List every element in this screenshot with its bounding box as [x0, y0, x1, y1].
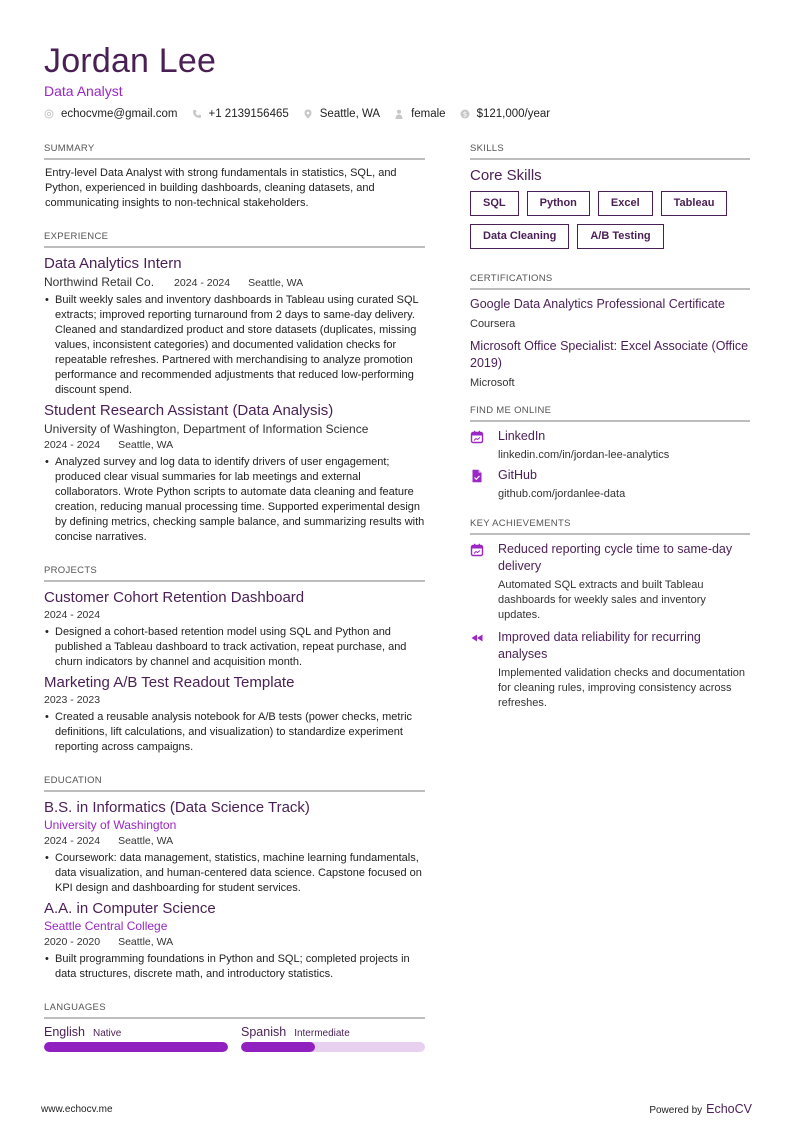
contact-location	[303, 108, 380, 120]
contact-gender-text: female	[411, 108, 446, 120]
degree-title: B.S. in Informatics (Data Science Track)	[44, 799, 310, 816]
svg-text:$: $	[462, 110, 467, 119]
experience-section	[44, 231, 425, 545]
education-date-line	[44, 935, 425, 950]
language-header	[44, 1025, 228, 1039]
job-dates: 2024 - 2024	[174, 277, 231, 289]
language-header	[241, 1025, 425, 1039]
bullet-item: • Created a reusable analysis notebook for A/B tests (power checks, metric definitions, lift calculations, and visualization) to standardize experiment reporting across campaigns.	[44, 710, 425, 755]
resume-header	[44, 40, 764, 120]
online-section	[470, 405, 750, 502]
project-dates: 2024 - 2024	[44, 609, 101, 621]
section-title: SUMMARY	[44, 143, 425, 160]
achievement-body	[498, 629, 750, 711]
summary-text: Entry-level Data Analyst with strong fundamentals in statistics, SQL, and Python, experienced in building dashboards, cleaning datasets, and communicating insights to non-technical stakeholders.	[45, 167, 397, 209]
candidate-role: Data Analyst	[44, 83, 123, 99]
project-entry	[44, 673, 425, 755]
education-date-line	[44, 834, 425, 849]
online-link-body	[498, 428, 750, 463]
job-title: Student Research Assistant (Data Analysis)	[44, 402, 334, 419]
language-proficiency-bar	[241, 1042, 425, 1052]
summary-section	[44, 143, 425, 211]
section-title: EXPERIENCE	[44, 231, 425, 248]
section-title: KEY ACHIEVEMENTS	[470, 518, 750, 535]
section-title: LANGUAGES	[44, 1002, 425, 1019]
education-entry	[44, 899, 425, 982]
experience-entry	[44, 254, 425, 398]
phone-icon	[192, 109, 202, 119]
education-section	[44, 775, 425, 982]
footer-website[interactable]: www.echocv.me	[41, 1104, 113, 1115]
degree-title: A.A. in Computer Science	[44, 900, 216, 917]
contact-phone-text: +1 2139156465	[208, 108, 289, 120]
online-link-github[interactable]	[470, 467, 750, 502]
contact-email-text: echocvme@gmail.com	[61, 108, 178, 120]
language-proficiency-fill	[44, 1042, 228, 1052]
footer-powered-by[interactable]	[649, 1102, 752, 1116]
language-proficiency-bar	[44, 1042, 228, 1052]
at-icon	[44, 109, 54, 119]
candidate-name: Jordan Lee	[44, 42, 217, 80]
bullet-item: • Analyzed survey and log data to identify drivers of user engagement; produced clear visual summaries for lab meetings and external collaborators. Wrote Python scripts to automate data cleaning and feature creation, reducing manual processing time. Supported experimental design by defining metrics, checking sample balance, and summarizing results with concise narratives.	[44, 455, 425, 545]
education-bullets	[44, 851, 425, 896]
language-list	[44, 1025, 425, 1052]
project-title: Marketing A/B Test Readout Template	[44, 674, 295, 691]
brand-name: EchoCV	[706, 1102, 752, 1116]
education-dates: 2024 - 2024	[44, 835, 101, 847]
achievement-description: Implemented validation checks and documentation for cleaning rules, improving consistency across refreshes.	[498, 667, 746, 709]
online-link-url[interactable]: github.com/jordanlee-data	[498, 488, 626, 500]
bullet-item: • Coursework: data management, statistics, machine learning fundamentals, data visualization, and human-centered data science. Capstone focused on KPI design and dashboarding for student services.	[44, 851, 425, 896]
contact-location-text: Seattle, WA	[319, 108, 381, 120]
skill-chips	[470, 191, 750, 257]
location-pin-icon	[303, 109, 313, 119]
language-item	[241, 1025, 425, 1052]
skill-chip: SQL	[470, 191, 519, 216]
right-column	[470, 143, 750, 731]
job-bullets	[44, 455, 425, 545]
projects-section	[44, 565, 425, 755]
certification-item	[470, 296, 750, 332]
skill-chip: A/B Testing	[577, 224, 663, 249]
experience-entry	[44, 401, 425, 545]
online-link-name: GitHub	[498, 468, 537, 482]
document-check-icon	[470, 469, 484, 483]
dollar-icon	[460, 109, 470, 119]
bullet-item: • Built programming foundations in Python and SQL; completed projects in data structures, discrete math, and introductory statistics.	[44, 952, 425, 982]
language-level: Native	[93, 1028, 122, 1039]
language-proficiency-fill	[241, 1042, 315, 1052]
achievement-title: Reduced reporting cycle time to same-day delivery	[498, 542, 733, 573]
job-meta	[44, 274, 425, 291]
achievement-item	[470, 541, 750, 623]
online-link-linkedin[interactable]	[470, 428, 750, 463]
skill-chip: Tableau	[661, 191, 728, 216]
language-level: Intermediate	[294, 1028, 350, 1039]
online-link-url[interactable]: linkedin.com/in/jordan-lee-analytics	[498, 449, 670, 461]
skills-section	[470, 143, 750, 257]
education-location: Seattle, WA	[118, 936, 174, 948]
job-location: Seattle, WA	[248, 277, 304, 289]
school-name: University of Washington	[44, 818, 177, 832]
company-name: University of Washington, Department of Information Science	[44, 422, 369, 436]
contact-email[interactable]	[44, 108, 178, 120]
languages-section	[44, 1002, 425, 1052]
online-link-body	[498, 467, 750, 502]
achievement-title: Improved data reliability for recurring analyses	[498, 630, 701, 661]
job-location: Seattle, WA	[118, 439, 174, 451]
achievement-body	[498, 541, 750, 623]
education-location: Seattle, WA	[118, 835, 174, 847]
bullet-item: • Built weekly sales and inventory dashboards in Tableau using curated SQL extracts; improved reporting turnaround from 2 days to same-day delivery. Cleaned and standardized product and store datasets (duplicates, missing values, inconsistent categories) and documented validation checks for repeatable refreshes. Partnered with merchandising to analyze promotion performance and recommended adjustments that reduced low-performing discount spend.	[44, 293, 425, 398]
certification-name: Microsoft Office Specialist: Excel Associate (Office 2019)	[470, 339, 749, 370]
skill-chip: Excel	[598, 191, 653, 216]
language-name: English	[44, 1025, 85, 1039]
contact-salary	[460, 108, 551, 120]
calendar-chart-icon	[470, 430, 484, 444]
powered-by-label: Powered by	[649, 1105, 703, 1116]
contact-salary-text: $121,000/year	[476, 108, 551, 120]
section-title: PROJECTS	[44, 565, 425, 582]
rewind-icon	[470, 631, 484, 645]
contact-phone[interactable]	[192, 108, 289, 120]
calendar-chart-icon	[470, 543, 484, 557]
section-title: CERTIFICATIONS	[470, 273, 750, 290]
project-title: Customer Cohort Retention Dashboard	[44, 589, 305, 606]
language-name: Spanish	[241, 1025, 287, 1039]
project-dates: 2023 - 2023	[44, 694, 101, 706]
achievements-section	[470, 518, 750, 711]
achievement-description: Automated SQL extracts and built Tableau dashboards for weekly sales and inventory updates.	[498, 579, 706, 621]
section-title: SKILLS	[470, 143, 750, 160]
school-name: Seattle Central College	[44, 919, 168, 933]
education-entry	[44, 798, 425, 896]
skill-chip: Data Cleaning	[470, 224, 569, 249]
job-dates: 2024 - 2024	[44, 439, 101, 451]
certifications-section	[470, 273, 750, 391]
certification-item	[470, 338, 750, 391]
company-name: Northwind Retail Co.	[44, 275, 155, 289]
bullet-item: • Designed a cohort-based retention model using SQL and Python and published a Tableau dashboard to track activation, repeat purchase, and churn indicators by channel and acquisition month.	[44, 625, 425, 670]
contact-row	[44, 108, 764, 120]
job-title: Data Analytics Intern	[44, 255, 182, 272]
person-icon	[394, 109, 404, 119]
project-bullets	[44, 710, 425, 755]
education-bullets	[44, 952, 425, 982]
section-title: EDUCATION	[44, 775, 425, 792]
certification-issuer: Coursera	[470, 318, 516, 330]
certification-issuer: Microsoft	[470, 377, 515, 389]
language-item	[44, 1025, 228, 1052]
skills-group-title: Core Skills	[470, 167, 542, 184]
contact-gender	[394, 108, 446, 120]
online-link-name: LinkedIn	[498, 429, 546, 443]
project-entry	[44, 588, 425, 670]
skill-chip: Python	[527, 191, 590, 216]
job-date-line	[44, 438, 425, 453]
education-dates: 2020 - 2020	[44, 936, 101, 948]
achievement-item	[470, 629, 750, 711]
left-column	[44, 143, 425, 1072]
job-meta	[44, 421, 425, 437]
section-title: FIND ME ONLINE	[470, 405, 750, 422]
project-bullets	[44, 625, 425, 670]
certification-name: Google Data Analytics Professional Certificate	[470, 297, 725, 311]
job-bullets	[44, 293, 425, 398]
